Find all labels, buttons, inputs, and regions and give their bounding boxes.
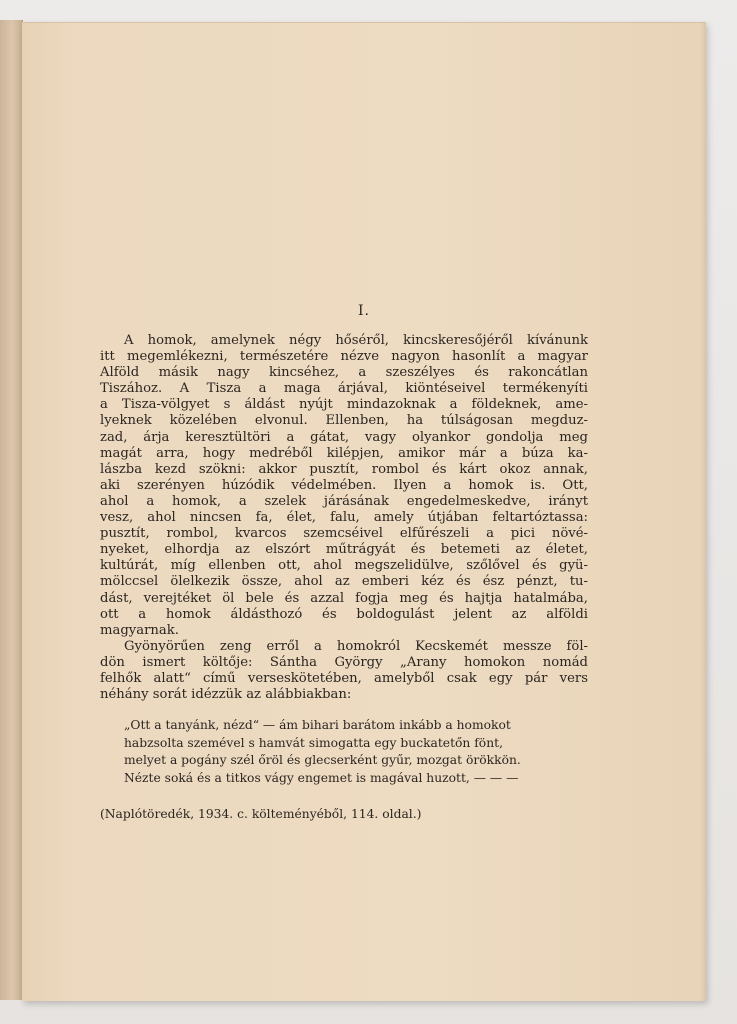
- text-line: dást, verejtéket öl bele és azzal fogja meg és hajtja hatalmába,: [100, 590, 588, 606]
- paragraph-1: [100, 333, 588, 639]
- text-line: nyeket, elhordja az elszórt műtrágyát és betemeti az életet,: [100, 542, 588, 558]
- source-citation: (Naplótöredék, 1934. c. költeményéből, 114. oldal.): [100, 807, 422, 822]
- text-line: magyarnak.: [100, 622, 179, 638]
- text-line: felhők alatt“ című verseskötetében, amelyből csak egy pár vers: [100, 670, 588, 686]
- book-page: [22, 22, 706, 1001]
- text-line: mölccsel ölelkezik össze, ahol az emberi kéz és ész pénzt, tu-: [100, 574, 588, 590]
- page-edge-shadow: [700, 23, 706, 1001]
- verse-line: Nézte soká és a titkos vágy engemet is magával huzott, — — —: [124, 770, 519, 785]
- text-line: a Tisza-völgyet s áldást nyújt mindazoknak a földeknek, ame-: [100, 397, 588, 413]
- text-line: zad, árja keresztültöri a gátat, vagy olyankor gondolja meg: [100, 429, 588, 445]
- book-spine: [0, 20, 23, 1000]
- text-line: Gyönyörűen zeng erről a homokról Kecskemét messze föl-: [124, 638, 588, 654]
- verse-line: melyet a pogány szél őröl és glecserként gyűr, mozgat örökkön.: [124, 753, 521, 768]
- text-line: néhány sorát idézzük az alábbiakban:: [100, 687, 352, 703]
- text-line: aki szerényen húzódik védelmében. Ilyen a homok is. Ott,: [100, 477, 588, 493]
- verse-quote: [100, 717, 588, 787]
- text-line: ahol a homok, a szelek járásának engedelmeskedve, irányt: [100, 493, 588, 509]
- text-line: vesz, ahol nincsen fa, élet, falu, amely útjában feltartóztassa:: [100, 510, 588, 526]
- text-line: A homok, amelynek négy hőséről, kincskeresőjéről kívánunk: [124, 333, 588, 348]
- verse-line: habzsolta szemével s hamvát simogatta egy buckatetőn fönt,: [124, 735, 503, 750]
- text-line: itt megemlékezni, természetére nézve nagyon hasonlít a magyar: [100, 349, 588, 365]
- text-line: pusztít, rombol, kvarcos szemcséivel elfűrészeli a pici növé-: [100, 526, 588, 542]
- text-line: ott a homok áldásthozó és boldogulást jelent az alföldi: [100, 606, 588, 622]
- paragraph-2: [100, 639, 588, 703]
- text-line: lyeknek közelében elvonul. Ellenben, ha túlságosan megduz-: [100, 413, 588, 429]
- text-line: magát arra, hogy medréből kilépjen, amikor már a búza ka-: [100, 445, 588, 461]
- chapter-heading: I.: [358, 303, 370, 319]
- text-line: dön ismert költője: Sántha György „Arany homokon nomád: [100, 654, 588, 670]
- text-line: kultúrát, míg ellenben ott, ahol megszelidülve, szőlővel és gyü-: [100, 558, 588, 574]
- text-line: Tiszához. A Tisza a maga árjával, kiöntéseivel termékenyíti: [100, 381, 588, 397]
- text-line: lászba kezd szökni: akkor pusztít, rombol és kárt okoz annak,: [100, 461, 588, 477]
- page-text: [100, 303, 588, 821]
- text-line: Alföld másik nagy kincséhez, a szeszélyes és rakoncátlan: [100, 365, 588, 381]
- verse-line: „Ott a tanyánk, nézd“ — ám bihari barátom inkább a homokot: [124, 718, 511, 733]
